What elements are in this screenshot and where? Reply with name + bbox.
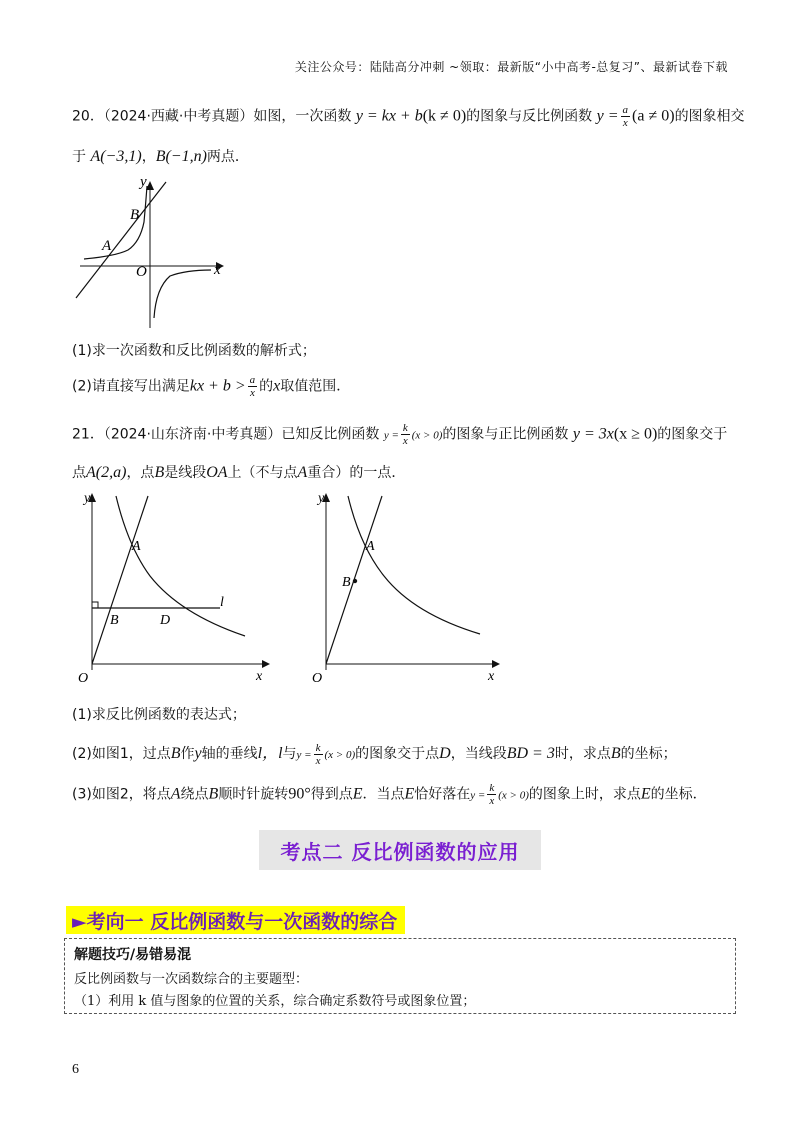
q21-sub2-b: B (610, 745, 621, 762)
label-origin: O (136, 264, 147, 280)
label-y: y (318, 491, 325, 506)
q21-sub3-text: ．当点 (362, 786, 405, 803)
q21-source: （2024·山东济南·中考真题） (103, 426, 282, 443)
q20-number: 20． (72, 108, 104, 125)
x-axis-arrow (492, 660, 500, 668)
q21-sub3-text: 的坐标． (650, 786, 707, 803)
q20-line1 (72, 104, 745, 129)
q21-sub2-bd: BD = 3 (506, 745, 555, 762)
label-y: y (140, 174, 147, 190)
x-axis-arrow (262, 660, 270, 668)
label-origin: O (78, 671, 89, 686)
q21-sub2-text: ，当线段 (450, 746, 507, 762)
q20-sub2-fraction (248, 374, 258, 399)
q21-segment-oa: OA (206, 464, 228, 481)
q20-source: （2024·西藏·中考真题） (103, 108, 254, 125)
q20-sub1: (1)求一次函数和反比例函数的解析式； (72, 343, 316, 359)
q21-sub2-text: (2)如图1，过点 (72, 746, 171, 762)
section-heading: 考点二 反比例函数的应用 (259, 830, 541, 870)
q21-sub2 (72, 740, 677, 767)
q21-recip-cond: (x > 0) (411, 429, 443, 442)
q21-recip-y: y = (470, 789, 486, 802)
q21-text: 是线段 (164, 465, 207, 481)
label-point-a: A (102, 238, 112, 254)
frac-numerator: k (402, 422, 408, 434)
label-x: x (256, 669, 263, 684)
q20-sub2-text: (2)请直接写出满足 (72, 378, 190, 395)
q21-sub2-b: B (170, 745, 181, 762)
q21-sub3-fraction (487, 782, 496, 807)
q21-sub3-angle: 90° (288, 785, 311, 803)
q21-sub2-y: y (194, 745, 202, 762)
label-line-l: l (220, 595, 224, 610)
q20-text: 的图象与反比例函数 (466, 108, 593, 125)
tips-title: 解题技巧/易错易混 (74, 947, 192, 963)
label-x: x (488, 669, 495, 684)
q21-text: 重合）的一点． (307, 465, 406, 481)
frac-denominator: x (315, 754, 321, 767)
q21-sub2-l: l，l (257, 745, 283, 762)
point-b-dot (353, 579, 357, 583)
q21-sub2-text: 的坐标； (620, 746, 677, 762)
linear-function-line (76, 182, 166, 298)
q21-sub3-text: 的图象上时，求点 (528, 786, 641, 803)
label-point-a: A (366, 539, 375, 554)
q21-recip-cond: (x > 0) (324, 749, 356, 761)
page-header: 关注公众号：陆陆高分冲刺 ~领取：最新版“小中高考-总复习”、最新试卷下载 (294, 60, 728, 74)
q20-recip-y: y = (596, 107, 619, 125)
q21-sub3-text: (3)如图2，将点 (72, 786, 171, 803)
q21-line2 (72, 462, 405, 482)
q21-sub2-d: D (439, 745, 451, 762)
q21-figure-2 (310, 486, 510, 686)
q21-sub3-b: B (208, 785, 219, 803)
hyperbola (348, 496, 480, 634)
q21-line1 (72, 422, 727, 447)
q20-recip-cond: (a ≠ 0) (632, 107, 675, 125)
q21-b: B (154, 464, 165, 481)
q21-a: A (297, 464, 308, 481)
q21-text: 点 (72, 465, 86, 481)
frac-denominator: x (622, 117, 628, 129)
frac-numerator: k (315, 741, 321, 754)
direction-heading: ►考向一 反比例函数与一次函数的综合 (66, 906, 405, 934)
q20-point-b: B(−1,n) (155, 148, 207, 165)
q20-text: 于 (72, 149, 86, 165)
page-number: 6 (72, 1062, 79, 1077)
q21-prop-cond: (x ≥ 0) (613, 425, 658, 443)
label-origin: O (312, 671, 323, 686)
q20-point-a: A(−3,1) (90, 148, 142, 165)
right-angle-mark (92, 602, 98, 608)
q20-linear-cond: (k ≠ 0) (422, 107, 467, 125)
label-point-d: D (160, 613, 171, 628)
q21-fraction (401, 422, 410, 447)
frac-denominator: x (402, 435, 408, 447)
q21-sub3-e: E (640, 785, 651, 803)
q20-var-x: x (273, 377, 281, 395)
q20-sub2-text: 取值范围． (280, 378, 351, 395)
frac-numerator: a (622, 104, 629, 116)
q21-sub2-text: 时，求点 (554, 746, 611, 762)
q21-sub2-fraction (314, 742, 323, 767)
q21-sub3-a: A (170, 785, 181, 803)
tips-line-2: （1）利用 k 值与图象的位置的关系，综合确定系数符号或图象位置； (74, 994, 476, 1009)
q21-text: ，点 (126, 465, 155, 481)
q20-line2 (72, 146, 249, 166)
hyperbola (116, 496, 245, 636)
q21-sub3 (72, 782, 707, 807)
q20-text: 的图象相交 (674, 108, 745, 125)
label-point-a: A (132, 539, 141, 554)
label-y: y (84, 491, 91, 506)
q20-text: 如图，一次函数 (253, 108, 352, 125)
q21-sub3-text: 恰好落在 (414, 786, 471, 803)
q20-sub2-text: 的 (259, 378, 274, 395)
frac-denominator: x (249, 387, 255, 399)
q21-sub2-text: 与 (282, 746, 297, 762)
q21-figure-1 (70, 486, 280, 686)
q20-figure (66, 170, 236, 335)
q20-text: ， (141, 149, 156, 165)
label-x: x (214, 262, 221, 278)
q21-text: 的图象交于 (657, 426, 728, 443)
frac-numerator: a (249, 374, 256, 386)
q21-sub3-text: 得到点 (310, 786, 353, 803)
q21-sub3-e: E (404, 785, 415, 803)
q20-sub2 (72, 374, 350, 399)
label-point-b: B (110, 613, 119, 628)
q21-sub3-text: 绕点 (180, 786, 209, 803)
q21-sub2-text: 作 (180, 746, 195, 762)
q21-sub2-text: 轴的垂线 (201, 746, 258, 762)
q21-sub3-text: 顺时针旋转 (218, 786, 289, 803)
q20-inequality: kx + b > (189, 377, 246, 395)
q20-fraction (621, 104, 631, 129)
q21-point-a: A(2,a) (86, 464, 127, 481)
frac-numerator: k (489, 782, 495, 794)
proportional-line (92, 496, 148, 664)
q21-text: 已知反比例函数 (281, 426, 380, 443)
label-point-b: B (130, 207, 140, 223)
q21-sub3-e: E (352, 785, 363, 803)
q21-sub1: (1)求反比例函数的表达式； (72, 707, 246, 723)
tips-line-1: 反比例函数与一次函数综合的主要题型： (74, 972, 309, 987)
q21-number: 21． (72, 426, 104, 443)
q21-text: 上（不与点 (227, 465, 298, 481)
q21-text: 的图象与正比例函数 (442, 426, 569, 443)
q21-recip-y: y = (296, 749, 312, 761)
frac-denominator: x (489, 795, 495, 807)
hyperbola-branch-right (154, 270, 211, 318)
q21-recip-cond: (x > 0) (498, 789, 529, 802)
label-point-b: B (342, 575, 351, 590)
q21-sub2-text: 的图象交于点 (355, 746, 440, 762)
q20-linear-eq: y = kx + b (355, 107, 423, 125)
q20-text: 两点． (206, 149, 249, 165)
q21-prop-eq: y = 3x (572, 425, 614, 443)
q21-recip-y: y = (383, 429, 399, 442)
